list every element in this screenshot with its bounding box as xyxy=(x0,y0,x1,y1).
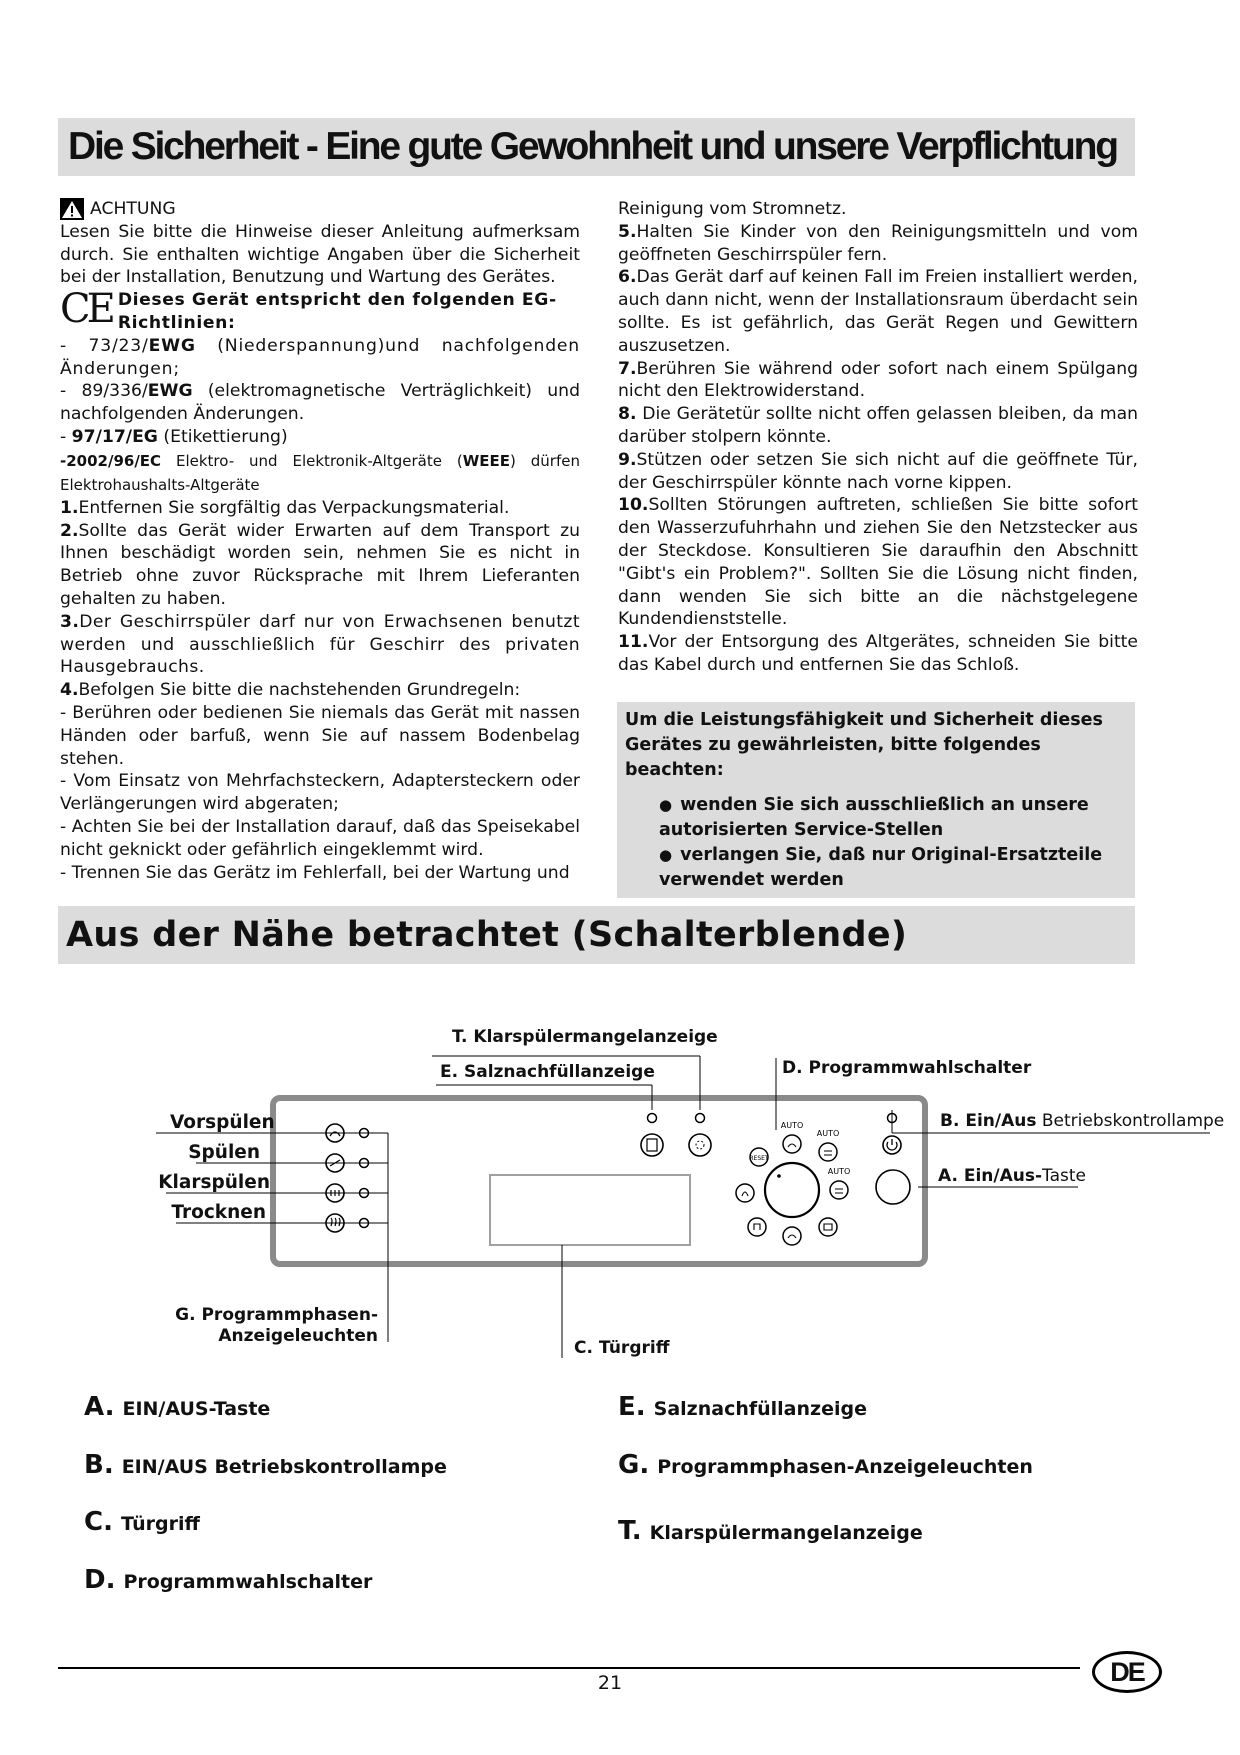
ce-statement xyxy=(60,286,580,335)
item-4: 4.Befolgen Sie bitte die nachstehenden Grundregeln: xyxy=(60,680,521,701)
control-panel-frame xyxy=(273,1098,925,1264)
salt-icon xyxy=(641,1134,663,1156)
program-icon-6 xyxy=(783,1227,801,1245)
warning-heading xyxy=(60,198,580,221)
auto-label: AUTO xyxy=(780,1121,804,1130)
section-title: Aus der Nähe betrachtet (Schalterblende) xyxy=(66,915,908,955)
safety-column-left xyxy=(60,198,580,884)
program-icon-auto-3 xyxy=(830,1181,848,1199)
label-door-handle: C. Türgriff xyxy=(574,1338,670,1358)
program-knob xyxy=(765,1163,819,1217)
rule-4: - Trennen Sie das Gerätz im Fehlerfall, bei der Wartung und xyxy=(60,862,570,883)
directive-1: - 73/23/EWG (Niederspannung)und nachfolgenden Änderungen; xyxy=(60,335,580,379)
rule-1: - Berühren oder bedienen Sie niemals das Gerät mit nassen Händen oder barfuß, wenn Sie auf nassem Bodenbelag stehen. xyxy=(60,702,580,769)
item-2: 2.Sollte das Gerät wider Erwarten auf dem Transport zu Ihnen beschädigt worden sein, nehmen Sie es nicht in Betrieb ohne zuvor Rücksprache mit Ihrem Lieferanten gehalten zu haben. xyxy=(60,520,580,609)
rinse-aid-led xyxy=(696,1114,705,1123)
item-8: 8. Die Gerätetür sollte nicht offen gelassen bleiben, da man darüber stolpern könnte. xyxy=(618,404,1138,447)
label-power-lamp: B. Ein/Aus Betriebskontrollampe xyxy=(940,1111,1225,1131)
notice-box xyxy=(617,702,1135,898)
phase-indicators xyxy=(326,1124,369,1232)
ce-text: Dieses Gerät entspricht den folgenden EG-Richtlinien: xyxy=(117,290,557,333)
item-9: 9.Stützen oder setzen Sie sich nicht auf die geöffnete Tür, der Geschirrspüler könnte nach vorne kippen. xyxy=(618,449,1138,493)
phase-label-dry: Trocknen xyxy=(171,1202,266,1223)
program-icon-5 xyxy=(748,1218,766,1236)
rinse-aid-icon xyxy=(689,1134,711,1156)
directive-4: -2002/96/EC Elektro- und Elektronik-Altgeräte (WEEE) dürfen Elektrohaushalts-Altgeräte xyxy=(60,451,580,494)
directive-2: - 89/336/EWG (elektromagnetische Verträglichkeit) und nachfolgenden Änderungen. xyxy=(60,381,580,425)
language-badge: DE xyxy=(1092,1651,1162,1693)
legend-item-b: B. EIN/AUS Betriebskontrollampe xyxy=(84,1450,447,1480)
intro-text: Lesen Sie bitte die Hinweise dieser Anleitung aufmerksam durch. Sie enthalten wichtige Angaben über die Sicherheit bei der Installation, Benutzung und Wartung des Gerätes. xyxy=(60,221,580,288)
program-icon-4 xyxy=(736,1184,754,1202)
reset-label: RESET xyxy=(749,1155,769,1162)
notice-list xyxy=(617,793,1135,893)
warning-icon xyxy=(60,198,84,220)
safety-column-right xyxy=(618,198,1138,677)
program-icon-auto-2 xyxy=(819,1143,837,1161)
footer-rule xyxy=(58,1667,1080,1669)
section-title-bar xyxy=(58,118,1135,176)
item-7: 7.Berühren Sie während oder sofort nach einem Spülgang nicht den Elektrowiderstand. xyxy=(618,358,1138,402)
program-icon-7 xyxy=(819,1218,837,1236)
item-3: 3.Der Geschirrspüler darf nur von Erwachsenen benutzt werden und ausschließlich für Geschirr des privaten Hausgebrauchs. xyxy=(60,611,580,678)
rule-3: - Achten Sie bei der Installation darauf, daß das Speisekabel nicht geknickt oder gefährlich eingeklemmt wird. xyxy=(60,816,580,860)
phase-label-wash: Spülen xyxy=(188,1142,260,1163)
page-title: Die Sicherheit - Eine gute Gewohnheit und unsere Verpflichtung xyxy=(68,125,1117,168)
legend-item-a: A. EIN/AUS-Taste xyxy=(84,1392,271,1422)
item-11: 11.Vor der Entsorgung des Altgerätes, schneiden Sie bitte das Kabel durch und entfernen Sie das Schloß. xyxy=(618,632,1138,675)
auto-label: AUTO xyxy=(816,1129,840,1138)
warning-label: ACHTUNG xyxy=(90,199,176,219)
item-10: 10.Sollten Störungen auftreten, schließen Sie bitte sofort den Wasserzufuhrhahn und ziehen Sie den Netzstecker aus der Steckdose. Konsultieren Sie daraufhin den Abschnitt "Gibt's ein Problem?". Sollten Sie die Lösung nicht finden, dann wenden Sie sich bitte an die nächstgelegene Kundendienststelle. xyxy=(618,495,1138,630)
label-program-selector: D. Programmwahlschalter xyxy=(782,1058,1032,1078)
label-phase-indicators: G. Programmphasen- Anzeigeleuchten xyxy=(175,1305,378,1346)
directive-3: - 97/17/EG (Etikettierung) xyxy=(60,426,288,447)
phase-label-prewash: Vorspülen xyxy=(170,1112,275,1133)
notice-bullet: ● verlangen Sie, daß nur Original-Ersatzteile verwendet werden xyxy=(659,843,1135,893)
salt-led xyxy=(648,1114,657,1123)
legend-item-g: G. Programmphasen-Anzeigeleuchten xyxy=(618,1450,1033,1480)
section-title-bar xyxy=(58,906,1135,964)
item-5: 5.Halten Sie Kinder von den Reinigungsmitteln und vom geöffneten Geschirrspüler fern. xyxy=(618,221,1138,265)
legend-item-e: E. Salznachfüllanzeige xyxy=(618,1392,867,1422)
label-on-off-button: A. Ein/Aus-Taste xyxy=(938,1166,1087,1186)
rule-4-continued: Reinigung vom Stromnetz. xyxy=(618,199,847,219)
rule-2: - Vom Einsatz von Mehrfachsteckern, Adaptersteckern oder Verlängerungen wird abgeraten; xyxy=(60,771,580,815)
label-salt-indicator: E. Salznachfüllanzeige xyxy=(440,1062,655,1082)
notice-bullet: ● wenden Sie sich ausschließlich an unsere autorisierten Service-Stellen xyxy=(659,793,1135,843)
door-handle xyxy=(490,1175,690,1245)
auto-label: AUTO xyxy=(827,1167,851,1176)
notice-lead: Um die Leistungsfähigkeit und Sicherheit dieses Gerätes zu gewährleisten, bitte folgendes beachten: xyxy=(625,710,1103,780)
legend-item-c: C. Türgriff xyxy=(84,1507,200,1537)
phase-label-rinse: Klarspülen xyxy=(158,1172,270,1193)
item-1: 1.Entfernen Sie sorgfältig das Verpackungsmaterial. xyxy=(60,497,510,518)
ce-mark: CE xyxy=(60,286,112,333)
label-rinse-aid-indicator: T. Klarspülermangelanzeige xyxy=(452,1027,718,1047)
item-6: 6.Das Gerät darf auf keinen Fall im Freien installiert werden, auch dann nicht, wenn der Installationsraum überdacht sein sollte. Es ist gefährlich, das Gerät Regen und Gewittern auszusetzen. xyxy=(618,267,1138,356)
on-off-button xyxy=(876,1170,910,1204)
legend-item-t: T. Klarspülermangelanzeige xyxy=(618,1516,923,1546)
page-number: 21 xyxy=(597,1672,623,1694)
legend-item-d: D. Programmwahlschalter xyxy=(84,1565,373,1595)
